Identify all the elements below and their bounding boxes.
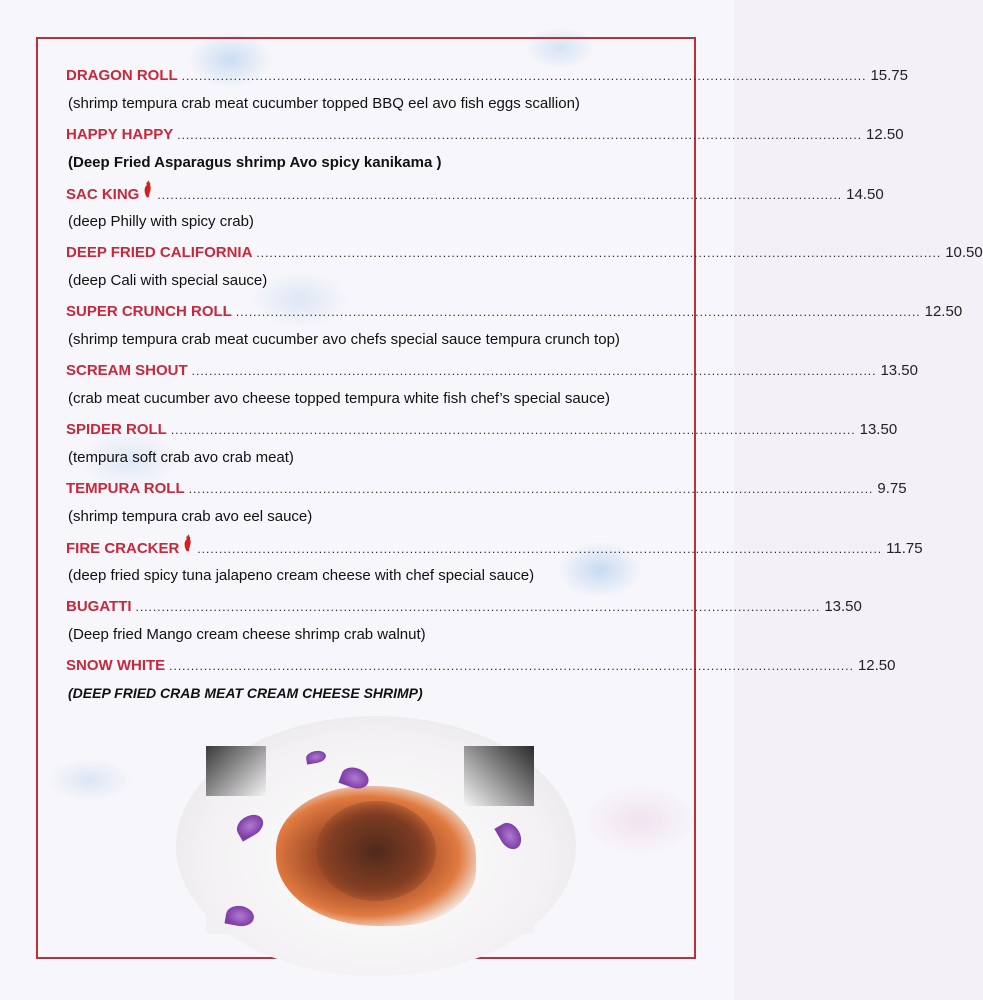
item-description: (Deep fried Mango cream cheese shrimp crab walnut) [68, 626, 426, 643]
item-name: SNOW WHITE [66, 657, 166, 674]
menu-item [66, 534, 923, 593]
chili-pepper-icon [183, 534, 193, 562]
item-description: (shrimp tempura crab avo eel sauce) [68, 508, 313, 525]
item-description: (DEEP FRIED CRAB MEAT CREAM CHEESE SHRIMP) [68, 685, 423, 701]
item-name: BUGATTI [66, 598, 132, 615]
menu-item [66, 239, 983, 298]
item-price: 12.50 [857, 657, 896, 674]
item-description: (tempura soft crab avo crab meat) [68, 449, 294, 466]
photo-shadow-right [464, 746, 534, 806]
menu-item-header [66, 121, 904, 149]
menu-item [66, 298, 963, 357]
item-name: SCREAM SHOUT [66, 362, 188, 379]
item-name: TEMPURA ROLL [66, 480, 185, 497]
menu-item [66, 416, 898, 475]
dot-leader: .............................................................................................................................................................. [157, 188, 843, 202]
dot-leader: .............................................................................................................................................................. [181, 69, 867, 83]
menu-item [66, 62, 908, 121]
menu-item [66, 121, 904, 180]
menu-list [66, 62, 983, 711]
menu-item-header [66, 652, 896, 680]
menu-item-header [66, 62, 908, 90]
chili-pepper-icon [143, 180, 153, 208]
menu-item [66, 475, 907, 534]
item-price: 14.50 [846, 186, 884, 203]
menu-item [66, 593, 862, 652]
dish-photo [206, 746, 534, 934]
item-price: 10.50 [945, 244, 983, 261]
dot-leader: .............................................................................................................................................................. [177, 128, 863, 142]
dot-leader: .............................................................................................................................................................. [197, 542, 883, 556]
menu-item-header [66, 180, 884, 208]
item-description: (deep fried spicy tuna jalapeno cream cheese with chef special sauce) [68, 567, 535, 584]
dot-leader: .............................................................................................................................................................. [170, 423, 856, 437]
item-description: (crab meat cucumber avo cheese topped tempura white fish chef’s special sauce) [68, 390, 610, 407]
menu-item [66, 180, 884, 239]
dot-leader: .............................................................................................................................................................. [135, 600, 821, 614]
item-price: 12.50 [866, 126, 904, 143]
menu-item-header [66, 416, 898, 444]
item-price: 12.50 [924, 303, 963, 320]
item-price: 15.75 [870, 67, 908, 84]
item-price: 9.75 [877, 480, 907, 497]
item-name: HAPPY HAPPY [66, 126, 174, 143]
dot-leader: .............................................................................................................................................................. [235, 305, 921, 319]
item-price: 13.50 [824, 598, 862, 615]
menu-item-header [66, 475, 907, 503]
item-price: 11.75 [886, 540, 923, 557]
item-price: 13.50 [859, 421, 898, 438]
menu-item [66, 357, 918, 416]
menu-item-header [66, 298, 963, 326]
item-name: SUPER CRUNCH ROLL [66, 303, 232, 320]
dot-leader: .............................................................................................................................................................. [256, 246, 942, 260]
photo-shadow-left [206, 746, 266, 796]
item-description: (Deep Fried Asparagus shrimp Avo spicy kanikama ) [68, 154, 442, 171]
item-name: DEEP FRIED CALIFORNIA [66, 244, 253, 261]
item-price: 13.50 [880, 362, 918, 379]
item-name: SAC KING [66, 186, 140, 203]
menu-item-header [66, 357, 918, 385]
menu-item-header [66, 239, 983, 267]
item-description: (shrimp tempura crab meat cucumber avo chefs special sauce tempura crunch top) [68, 331, 620, 348]
item-description: (deep Cali with special sauce) [68, 272, 268, 289]
item-description: (deep Philly with spicy crab) [68, 213, 254, 230]
menu-item [66, 652, 896, 711]
item-name: DRAGON ROLL [66, 67, 178, 84]
dot-leader: .............................................................................................................................................................. [188, 482, 874, 496]
item-description: (shrimp tempura crab meat cucumber topped BBQ eel avo fish eggs scallion) [68, 95, 580, 112]
item-name: SPIDER ROLL [66, 421, 167, 438]
menu-item-header [66, 534, 923, 562]
sushi-roll-center [316, 801, 436, 901]
dot-leader: .............................................................................................................................................................. [169, 659, 854, 673]
item-name: FIRE CRACKER [66, 540, 180, 557]
dot-leader: .............................................................................................................................................................. [191, 364, 877, 378]
menu-item-header [66, 593, 862, 621]
